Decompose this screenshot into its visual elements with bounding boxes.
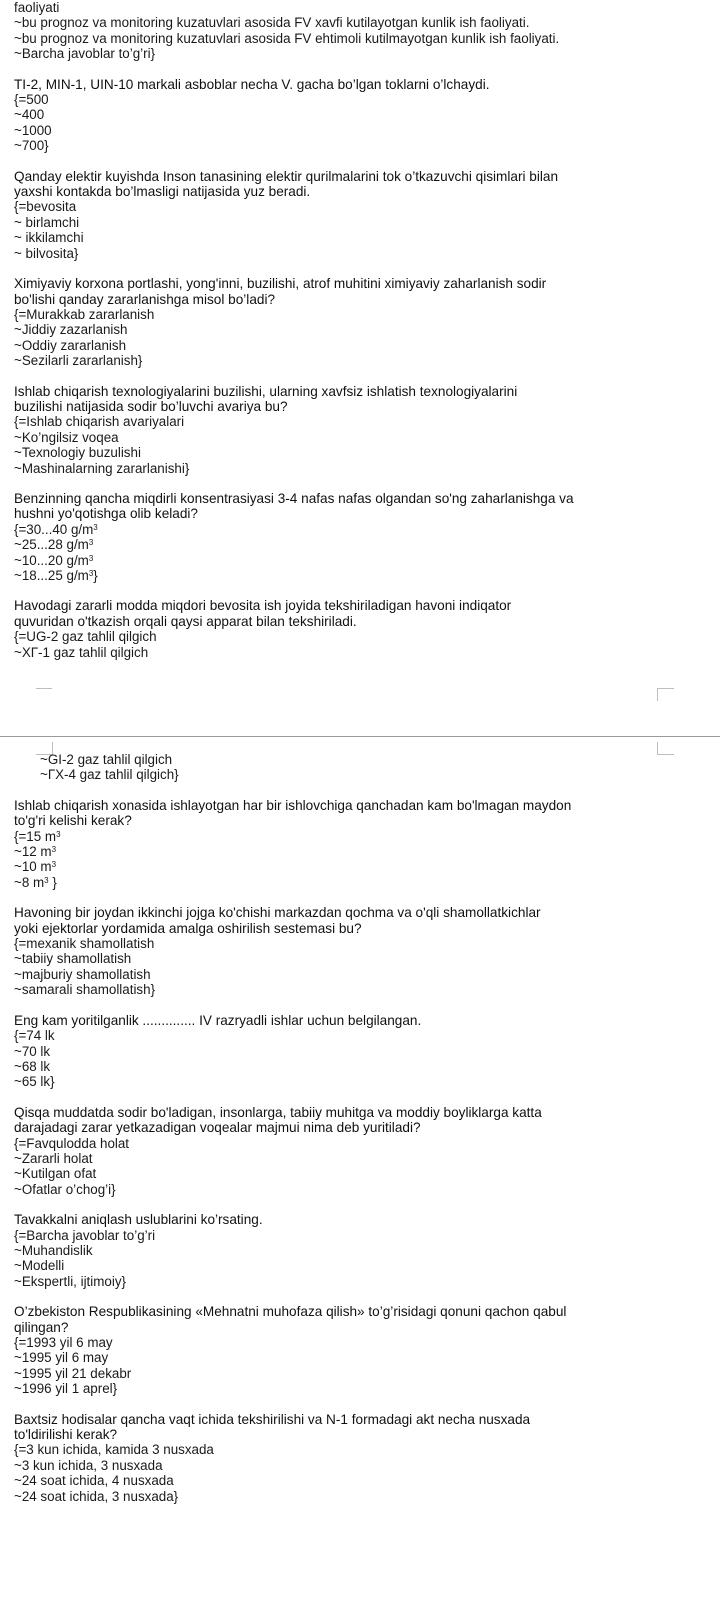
spacer	[14, 476, 710, 491]
answer-text: ~12 m	[14, 844, 52, 860]
answer-option: ~1000	[14, 122, 52, 138]
answer-option	[14, 829, 710, 844]
answer-option: {=Murakkab zararlanish	[14, 306, 155, 322]
answer-text: ~10 m	[14, 859, 52, 875]
question-block	[14, 1289, 710, 1396]
question-text: Qanday elektir kuyishda Inson tanasining elektir qurilmalarini tok o’tkazuvchi qisimlari bilan	[14, 168, 559, 184]
answer-option	[14, 553, 710, 568]
answer-suffix: }	[93, 568, 98, 583]
answer-option: {=mexanik shamollatish	[14, 936, 155, 952]
answer-option: {=3 kun ichida, kamida 3 nusxada	[14, 1442, 214, 1458]
spacer	[14, 62, 710, 77]
answer-option: ~samarali shamollatish}	[14, 982, 156, 998]
answer-option: {=Barcha javoblar to’g’ri	[14, 1227, 156, 1243]
question-block	[14, 1397, 710, 1504]
superscript: 3	[88, 553, 94, 563]
page-corner-mark-top-left	[36, 688, 52, 701]
spacer	[14, 369, 710, 384]
answer-option: ~68 lk	[14, 1058, 51, 1074]
answer-option: ~Texnologiy buzulishi	[14, 445, 141, 461]
answer-option	[14, 568, 710, 583]
answer-option: ~bu prognoz va monitoring kuzatuvlari asosida FV xavfi kutilayotgan kunlik ish faoliyati.	[14, 15, 530, 31]
superscript: 3	[88, 569, 94, 578]
answer-option: ~tabiiy shamollatish	[14, 951, 132, 967]
answer-option: ~Jiddiy zazarlanish	[14, 322, 128, 338]
answer-option: ~Zararli holat	[14, 1150, 93, 1166]
answer-option: ~majburiy shamollatish	[14, 966, 151, 982]
answer-option: ~70 lk	[14, 1043, 51, 1059]
answer-text: ~8 m	[14, 874, 45, 890]
answer-option: ~Barcha javoblar to’g’ri}	[14, 46, 156, 62]
question-text: Ximiyaviy korxona portlashi, yong'inni, buzilishi, atrof muhitini ximiyaviy zaharlanish sodir	[14, 276, 547, 292]
question-text: Tavakkalni aniqlash uslublarini ko’rsating.	[14, 1212, 263, 1228]
question-text: Ishlab chiqarish texnologiyalarini buzilishi, ularning xavfsiz ishlatish texnologiyalarini	[14, 383, 518, 399]
page-break-divider	[0, 736, 720, 737]
question-text: O’zbekiston Respublikasining «Mehnatni muhofaza qilish» to’g’risidagi qonuni qachon qabul	[14, 1304, 567, 1320]
answer-option	[14, 844, 710, 859]
question-text: darajadagi zarar yetkazadigan voqealar majmui nima deb yuritiladi?	[14, 1120, 421, 1136]
question-text: yoki ejektorlar yordamida amalga oshirilish sestemasi bu?	[14, 920, 362, 936]
spacer	[14, 154, 710, 169]
question-block	[14, 261, 710, 368]
answer-option: {=500	[14, 92, 49, 108]
answer-option: ~65 lk}	[14, 1074, 55, 1090]
question-text: Havodagi zararli modda miqdori bevosita ish joyida tekshiriladigan havoni indiqator	[14, 598, 512, 614]
page-corner-mark-top-right	[657, 688, 674, 701]
answer-option: ~ ikkilamchi	[14, 230, 84, 246]
answer-option: ~Modelli	[14, 1258, 65, 1274]
answer-option: {=Ishlab chiqarish avariyalari	[14, 414, 185, 430]
answer-option: ~ГХ-4 gaz tahlil qilgich}	[40, 767, 179, 783]
spacer	[14, 261, 710, 276]
question-text: to'g'ri kelishi kerak?	[14, 813, 132, 829]
page-1-content	[0, 0, 720, 660]
answer-option: ~1995 yil 6 may	[14, 1350, 109, 1366]
answer-option: ~700}	[14, 138, 49, 154]
answer-text: ~10...20 g/m	[14, 552, 89, 568]
answer-option: ~Muhandislik	[14, 1242, 93, 1258]
answer-text: ~18...25 g/m	[14, 568, 89, 583]
answer-option: ~1995 yil 21 dekabr	[14, 1365, 132, 1381]
answer-option: {=1993 yil 6 may	[14, 1335, 113, 1350]
question-block	[14, 890, 710, 997]
superscript: 3	[51, 845, 57, 855]
question-block	[14, 583, 710, 660]
answer-option: ~24 soat ichida, 4 nusxada	[14, 1473, 174, 1489]
spacer	[14, 1090, 710, 1105]
answer-option: ~Oddiy zararlanish	[14, 337, 127, 353]
answer-option: ~ birlamchi	[14, 214, 80, 230]
answer-option: ~Sezilarli zararlanish}	[14, 353, 143, 369]
document-page-2	[0, 752, 720, 1600]
answer-option: ~ bilvosita}	[14, 245, 79, 261]
question-block	[14, 783, 710, 890]
spacer	[14, 998, 710, 1013]
answer-option: {=bevosita	[14, 199, 77, 215]
answer-option: ~GI-2 gaz tahlil qilgich	[40, 752, 173, 767]
question-block	[14, 1197, 710, 1289]
superscript: 3	[51, 860, 57, 870]
answer-text: {=15 m	[14, 828, 57, 844]
question-text: Ishlab chiqarish xonasida ishlayotgan har bir ishlovchiga qanchadan kam bo'lmagan maydon	[14, 797, 572, 813]
question-text: Havoning bir joydan ikkinchi jojga ko'chishi markazdan qochma va o'qli shamollatkichlar	[14, 905, 541, 921]
answer-option: ~Kutilgan ofat	[14, 1166, 97, 1182]
superscript: 3	[93, 522, 98, 532]
question-text: hushni yo'qotishga olib keladi?	[14, 506, 198, 522]
answer-option	[14, 875, 710, 890]
spacer	[14, 890, 710, 905]
question-block	[14, 369, 710, 476]
question-text: bo'lishi qanday zararlanishga misol bo’ladi?	[14, 291, 276, 307]
question-text: qilingan?	[14, 1319, 69, 1335]
answer-option: ~3 kun ichida, 3 nusxada	[14, 1457, 163, 1473]
answer-option: ~Ofatlar o’chog’i}	[14, 1181, 116, 1197]
question-block	[14, 154, 710, 261]
superscript: 3	[88, 538, 94, 548]
answer-option: {=Favqulodda holat	[14, 1135, 130, 1151]
superscript: 3	[56, 829, 61, 839]
question-text: Eng kam yoritilganlik .............. IV razryadli ishlar uchun belgilangan.	[14, 1012, 422, 1028]
answer-option: ~24 soat ichida, 3 nusxada}	[14, 1488, 179, 1504]
answer-option: {=74 lk	[14, 1028, 55, 1044]
page-2-content	[0, 752, 720, 1504]
document-page-1	[0, 0, 720, 700]
spacer	[14, 1397, 710, 1412]
answer-option	[14, 522, 710, 537]
answer-text: {=30...40 g/m	[14, 521, 94, 537]
question-text: to'ldirilishi kerak?	[14, 1427, 118, 1443]
question-block	[14, 62, 710, 154]
question-text: TI-2, MIN-1, UIN-10 markali asboblar necha V. gacha bo’lgan toklarni o’lchaydi.	[14, 76, 490, 92]
question-text: buzilishi natijasida sodir bo’luvchi avariya bu?	[14, 398, 288, 414]
spacer	[14, 583, 710, 598]
answer-option	[14, 537, 710, 552]
answer-option: ~Ekspertli, ijtimoiy}	[14, 1273, 126, 1289]
answer-option: ~XГ-1 gaz tahlil qilgich	[14, 644, 149, 660]
question-block	[14, 1090, 710, 1197]
spacer	[14, 1197, 710, 1212]
question-block	[14, 476, 710, 583]
question-text: quvuridan o'tkazish orqali qaysi apparat bilan tekshiriladi.	[14, 613, 357, 629]
question-block	[14, 998, 710, 1090]
answer-option: ~Mashinalarning zararlanishi}	[14, 460, 190, 476]
answer-option: ~Ko’ngilsiz voqea	[14, 429, 119, 445]
continued-text: faoliyati	[14, 0, 60, 15]
answer-option: ~bu prognoz va monitoring kuzatuvlari asosida FV ehtimoli kutilmayotgan kunlik ish faoliyati.	[14, 30, 560, 46]
spacer	[14, 783, 710, 798]
answer-suffix: }	[48, 874, 57, 890]
question-text: Baxtsiz hodisalar qancha vaqt ichida tekshirilishi va N-1 formadagi akt necha nusxada	[14, 1411, 531, 1427]
answer-option: ~1996 yil 1 aprel}	[14, 1381, 118, 1397]
question-text: Benzinning qancha miqdirli konsentrasiyasi 3-4 nafas nafas olgandan so'ng zaharlanishga va	[14, 490, 574, 506]
answer-option: ~400	[14, 107, 45, 123]
question-text: yaxshi kontakda bo’lmasligi natijasida yuz beradi.	[14, 184, 311, 200]
continued-answers	[14, 752, 710, 783]
question-text: Qisqa muddatda sodir bo'ladigan, insonlarga, tabiiy muhitga va moddiy boyliklarga katta	[14, 1104, 542, 1120]
answer-text: ~25...28 g/m	[14, 537, 89, 553]
answer-option: {=UG-2 gaz tahlil qilgich	[14, 629, 157, 645]
answer-option	[14, 859, 710, 874]
spacer	[14, 1289, 710, 1304]
superscript: 3	[44, 875, 49, 885]
